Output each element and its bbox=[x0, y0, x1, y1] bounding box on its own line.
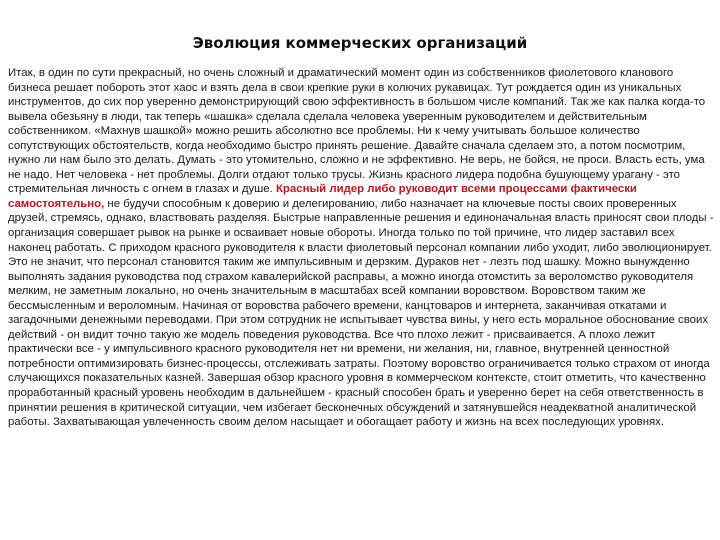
body-paragraph bbox=[8, 66, 714, 430]
body-highlight-red: Красный лидер либо руководит всеми процессами фактически самостоятельно, bbox=[8, 183, 637, 210]
body-text-part-2: не будучи способным к доверию и делегированию, либо назначает на ключевые посты своих проверенных друзей, стремясь, однако, властвовать разделяя. Быстрые направленные решения и единоначальная власть приносят свои плоды - организация совершает рывок на рынке и осваивает новые обороты. Иногда только по той причине, что лидер заставил всех наконец работать. С приходом красного руководителя к власти фиолетовый персонал компании либо уходит, либо эволюционирует. Это не значит, что персонал становится таким же импульсивным и дерзким. Дураков нет - лезть под шашку. Можно вынужденно выполнять задания руководства под страхом кавалерийской расправы, а можно иногда отомстить за вероломство руководителя мелким, не заметным локально, но очень значительным в масштабах всей компании воровством. Воровством таким же бессмысленным и вероломным. Начиная от воровства рабочего времени, канцтоваров и интернета, заканчивая откатами и загадочными денежными переводами. При этом сотрудник не испытывает чувства вины, у него есть моральное обоснование своих действий - он видит точно такую же модель поведения руководства. Все что плохо лежит - присваивается. А плохо лежит практически все - у импульсивного красного руководителя нет ни времени, ни желания, ни, главное, внутренней ценностной потребности оптимизировать бизнес-процессы, отслеживать затраты. Поэтому воровство ограничивается только страхом от иногда случающихся показательных казней. Завершая обзор красного уровня в коммерческом контексте, стоит отметить, что качественно проработанный красный уровень необходим в дальнейшем - красный способен брать и уверенно берет на себя ответственность в принятии решения в критической ситуации, чем избегает бесконечных обсуждений и затянувшейся неадекватной аналитической работы. Захватывающая увлеченность своим делом насыщает и обогащает работу и жизнь на всех последующих уровнях. bbox=[8, 197, 714, 429]
body-text-part-1: Итак, в один по сути прекрасный, но очень сложный и драматический момент один из собственников фиолетового кланового бизнеса решает побороть этот хаос и взять дела в свои крепкие руки в колючих рукавицах. Тут рождается один из уникальных инструментов, до сих пор уверенно демонстрирующий свою эффективность в большом числе компаний. Так же как палка когда-то вывела обезьяну в люди, так теперь «шашка» сделала сделала человека уверенным руководителем и действительным собственником. «Махнув шашкой» можно решить абсолютно все проблемы. Ни к чему учитывать большое количество сопутствующих обстоятельств, когда необходимо быстро принять решение. Давайте сначала сделаем это, а потом посмотрим, нужно ли нам было это делать. Думать - это утомительно, сложно и не эффективно. Не верь, не бойся, не проси. Власть есть, ума не надо. Нет человека - нет проблемы. Долги отдают только трусы. Жизнь красного лидера подобна бушующему урагану - это стремительная личность с огнем в глазах и душе. bbox=[8, 67, 706, 196]
slide-title: Эволюция коммерческих организаций bbox=[192, 34, 528, 52]
